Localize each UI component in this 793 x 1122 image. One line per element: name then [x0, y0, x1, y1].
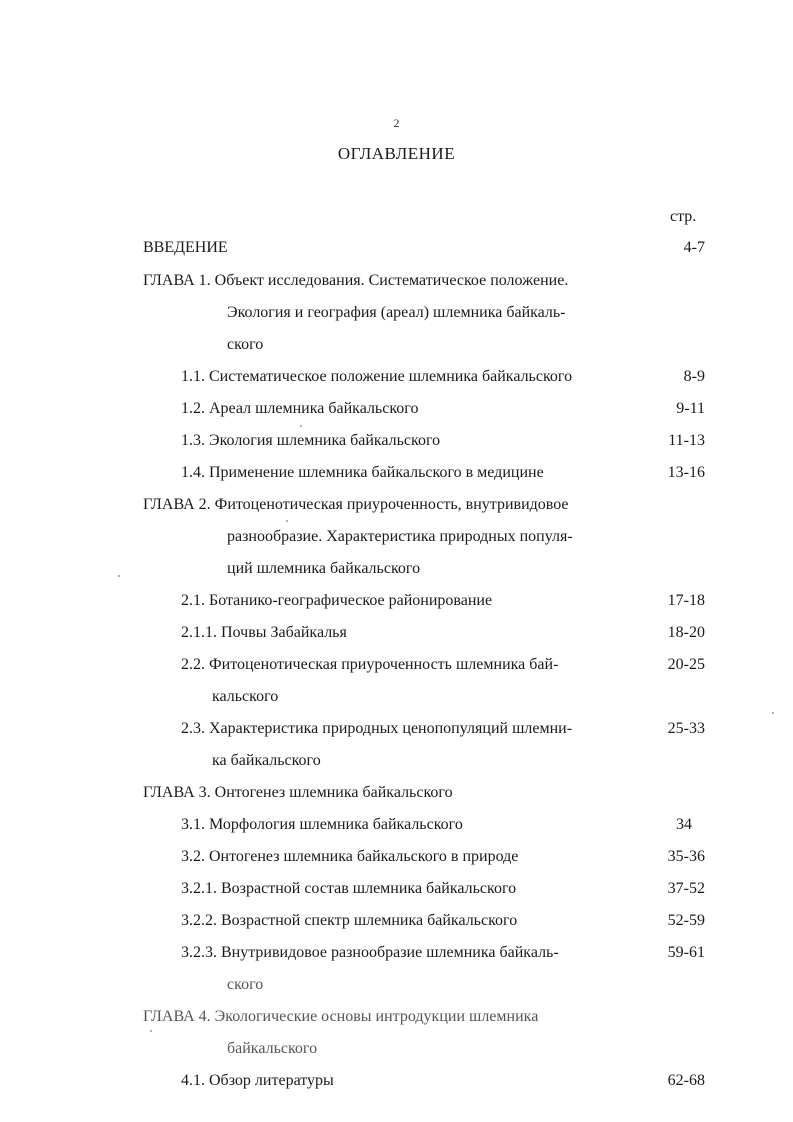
toc-entry-chapter-2-cont [0, 557, 793, 581]
toc-entry-text: 1.3. Экология шлемника байкальского [181, 432, 441, 449]
toc-entry-page: 4-7 [683, 239, 705, 256]
toc-entry-text: 3.1. Морфология шлемника байкальского [181, 816, 463, 833]
toc-entry-text: 2.2. Фитоценотическая приуроченность шлемника бай- [181, 656, 559, 673]
toc-entry-page: 17-18 [667, 592, 705, 609]
toc-entry-chapter-2-cont [0, 525, 793, 549]
toc-entry-text: кальского [212, 688, 279, 705]
toc-entry-text: ций шлемника байкальского [227, 560, 421, 577]
toc-entry-text: 3.2.1. Возрастной состав шлемника байкальского [181, 880, 517, 897]
toc-entry-text: 2.3. Характеристика природных ценопопуляций шлемни- [181, 720, 573, 737]
toc-entry-section-3-2-3-cont [0, 973, 793, 997]
scan-speck [150, 1030, 152, 1032]
toc-entry-text: 2.1. Ботанико-географическое районирование [181, 592, 493, 609]
toc-entry-section-4-1 [0, 1069, 793, 1093]
toc-entry-chapter-2 [0, 493, 793, 517]
toc-entry-text: ка байкальского [212, 752, 321, 769]
page-column-header: стр. [670, 208, 697, 225]
toc-entry-text: ГЛАВА 1. Объект исследования. Систематическое положение. [143, 272, 569, 289]
scan-speck [118, 575, 120, 577]
toc-entry-page: 8-9 [683, 368, 705, 385]
scan-speck [772, 712, 774, 714]
toc-entry-text: 1.1. Систематическое положение шлемника байкальского [181, 368, 573, 385]
toc-entry-page: 62-68 [667, 1072, 705, 1089]
toc-entry-page: 35-36 [667, 848, 705, 865]
toc-entry-page: 18-20 [667, 624, 705, 641]
toc-entry-page: 37-52 [667, 880, 705, 897]
toc-entry-section-3-2-1 [0, 877, 793, 901]
toc-entry-chapter-4 [0, 1005, 793, 1029]
toc-entry-text: 3.2.3. Внутривидовое разнообразие шлемника байкаль- [181, 944, 559, 961]
toc-entry-section-1-3 [0, 429, 793, 453]
toc-entry-section-2-3 [0, 717, 793, 741]
toc-entry-text: ВВЕДЕНИЕ [143, 239, 228, 256]
page-title: ОГЛАВЛЕНИЕ [337, 144, 456, 163]
toc-entry-section-3-1 [0, 813, 793, 837]
toc-entry-text: 1.4. Применение шлемника байкальского в медицине [181, 464, 544, 481]
toc-entry-page: 20-25 [667, 656, 705, 673]
toc-entry-section-2-1 [0, 589, 793, 613]
toc-entry-section-1-4 [0, 461, 793, 485]
scan-speck [286, 520, 288, 522]
toc-entry-page: 25-33 [667, 720, 705, 737]
toc-entry-text: ГЛАВА 2. Фитоценотическая приуроченность, внутривидовое [143, 496, 569, 513]
toc-entry-page: 11-13 [668, 432, 705, 449]
toc-entry-section-3-2-2 [0, 909, 793, 933]
toc-entry-page: 34 [676, 816, 692, 833]
toc-entry-text: 3.2.2. Возрастной спектр шлемника байкальского [181, 912, 518, 929]
toc-entry-section-2-3-cont [0, 749, 793, 773]
toc-entry-text: разнообразие. Характеристика природных популя- [227, 528, 573, 545]
toc-entry-section-2-2 [0, 653, 793, 677]
toc-entry-section-1-1 [0, 365, 793, 389]
toc-entry-section-2-1-1 [0, 621, 793, 645]
toc-entry-chapter-1-cont [0, 301, 793, 325]
toc-entry-text: байкальского [227, 1040, 318, 1057]
scan-speck [300, 425, 302, 427]
toc-entry-chapter-1 [0, 269, 793, 293]
toc-entry-text: ского [227, 976, 264, 993]
toc-entry-section-1-2 [0, 397, 793, 421]
toc-entry-section-3-2 [0, 845, 793, 869]
toc-entry-chapter-3 [0, 781, 793, 805]
toc-entry-section-3-2-3 [0, 941, 793, 965]
toc-entry-text: 4.1. Обзор литературы [181, 1072, 334, 1089]
toc-entry-text: ского [227, 336, 264, 353]
page-number: 2 [393, 116, 400, 130]
toc-entry-text: 2.1.1. Почвы Забайкалья [181, 624, 347, 641]
toc-entry-chapter-4-cont [0, 1037, 793, 1061]
toc-entry-page: 13-16 [667, 464, 705, 481]
toc-entry-text: 3.2. Онтогенез шлемника байкальского в природе [181, 848, 519, 865]
toc-entry-text: ГЛАВА 4. Экологические основы интродукции шлемника [143, 1008, 539, 1025]
toc-entry-text: Экология и география (ареал) шлемника байкаль- [227, 304, 566, 321]
toc-entry-chapter-1-cont [0, 333, 793, 357]
toc-entry-page: 9-11 [676, 400, 705, 417]
toc-entry-page: 59-61 [667, 944, 705, 961]
toc-entry-section-2-2-cont [0, 685, 793, 709]
toc-entry-introduction [0, 236, 793, 260]
toc-entry-text: ГЛАВА 3. Онтогенез шлемника байкальского [143, 784, 453, 801]
toc-entry-page: 52-59 [667, 912, 705, 929]
toc-entry-text: 1.2. Ареал шлемника байкальского [181, 400, 419, 417]
